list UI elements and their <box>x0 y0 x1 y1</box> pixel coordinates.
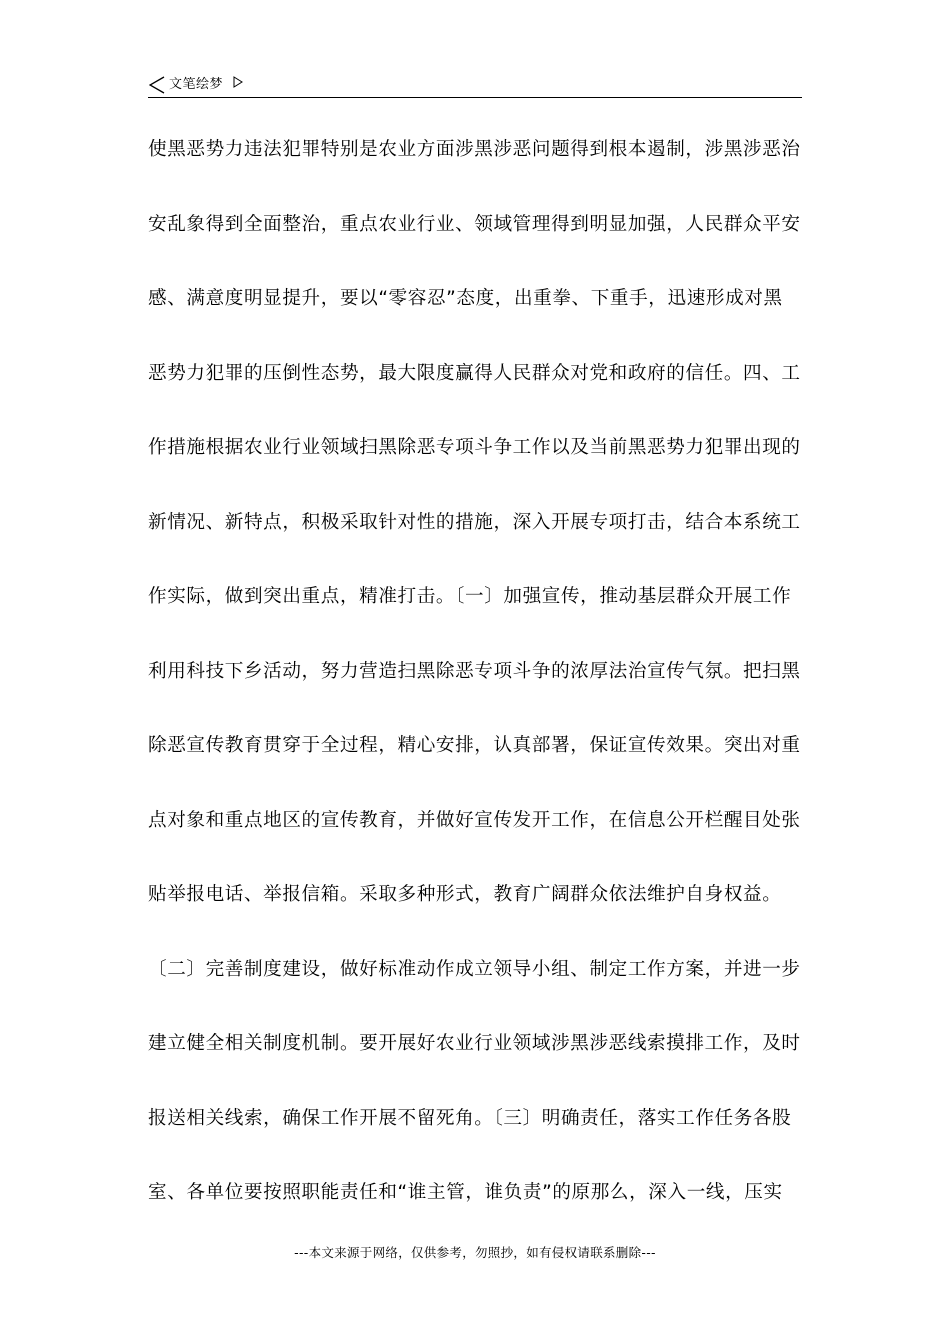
text-line: 报送相关线索，确保工作开展不留死角。〔三〕明确责任，落实工作任务各股 <box>148 1107 792 1129</box>
page-header <box>149 73 801 97</box>
text-line: 恶势力犯罪的压倒性态势，最大限度赢得人民群众对党和政府的信任。四、工 <box>148 362 801 384</box>
header-divider <box>148 97 802 98</box>
text-line: 利用科技下乡活动，努力营造扫黑除恶专项斗争的浓厚法治宣传气氛。把扫黑 <box>148 660 801 682</box>
text-line: 感、满意度明显提升，要以“零容忍”态度，出重拳、下重手，迅速形成对黑 <box>148 288 783 309</box>
header-title: 文笔绘梦 <box>169 77 224 92</box>
text-line: 除恶宣传教育贯穿于全过程，精心安排，认真部署，保证宣传效果。突出对重 <box>148 735 801 756</box>
footer-disclaimer: ---本文来源于网络，仅供参考，勿照抄，如有侵权请联系删除--- <box>294 1245 656 1260</box>
text-line: 新情况、新特点，积极采取针对性的措施，深入开展专项打击，结合本系统工 <box>148 511 801 533</box>
text-line: 作措施根据农业行业领域扫黑除恶专项斗争工作以及当前黑恶势力犯罪出现的 <box>148 437 801 458</box>
left-triangle-icon <box>149 76 165 94</box>
right-triangle-icon <box>233 76 243 88</box>
text-line: 贴举报电话、举报信箱。采取多种形式，教育广阔群众依法维护自身权益。 <box>148 884 782 905</box>
document-body <box>148 113 808 1231</box>
text-line: 室、各单位要按照职能责任和“谁主管，谁负责”的原那么，深入一线，压实 <box>148 1182 783 1203</box>
text-line: 作实际，做到突出重点，精准打击。〔一〕加强宣传，推动基层群众开展工作 <box>148 586 792 607</box>
text-line: 建立健全相关制度机制。要开展好农业行业领域涉黑涉恶线索摸排工作，及时 <box>148 1033 801 1054</box>
text-line: 〔二〕完善制度建设，做好标准动作成立领导小组、制定工作方案，并进一步 <box>148 958 801 980</box>
text-line: 点对象和重点地区的宣传教育，并做好宣传发开工作，在信息公开栏醒目处张 <box>148 809 801 831</box>
text-line: 使黑恶势力违法犯罪特别是农业方面涉黑涉恶问题得到根本遏制，涉黑涉恶治 <box>148 139 801 160</box>
text-line: 安乱象得到全面整治，重点农业行业、领域管理得到明显加强，人民群众平安 <box>148 213 801 235</box>
